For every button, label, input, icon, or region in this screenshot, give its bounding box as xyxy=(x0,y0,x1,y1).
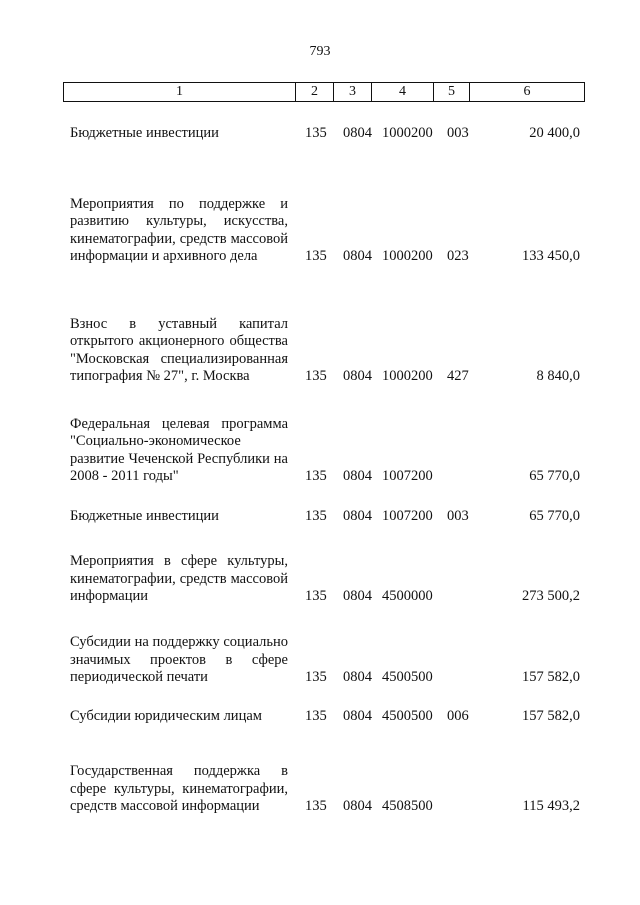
header-col-4: 4 xyxy=(372,83,434,101)
row-target-article: 1000200 xyxy=(382,248,433,265)
row-target-article: 1000200 xyxy=(382,125,433,142)
row-section-code: 0804 xyxy=(343,508,372,525)
header-col-1: 1 xyxy=(64,83,296,101)
row-target-article: 4500500 xyxy=(382,708,433,725)
row-expense-type: 003 xyxy=(447,125,469,142)
row-admin-code: 135 xyxy=(305,669,327,686)
page-number: 793 xyxy=(309,44,331,59)
row-description: Мероприятия по поддержке и развитию культуры, искусства, кинематографии, средств массовой информации и архивного дела xyxy=(70,195,288,265)
row-target-article: 1007200 xyxy=(382,508,433,525)
table-row xyxy=(0,508,640,526)
row-section-code: 0804 xyxy=(343,368,372,385)
table-header xyxy=(63,82,585,102)
table-row xyxy=(0,553,640,606)
table-row xyxy=(0,126,640,143)
row-section-code: 0804 xyxy=(343,588,372,605)
row-section-code: 0804 xyxy=(343,125,372,142)
row-amount: 8 840,0 xyxy=(536,368,580,385)
row-description: Мероприятия в сфере культуры, кинематографии, средств массовой информации xyxy=(70,553,288,605)
row-amount: 157 582,0 xyxy=(522,669,580,686)
table-row xyxy=(0,708,640,726)
header-col-3: 3 xyxy=(334,83,372,101)
row-admin-code: 135 xyxy=(305,708,327,725)
row-admin-code: 135 xyxy=(305,798,327,815)
row-section-code: 0804 xyxy=(343,708,372,725)
row-amount: 65 770,0 xyxy=(529,468,580,485)
row-description: Субсидии на поддержку социально значимых проектов в сфере периодической печати xyxy=(70,634,288,686)
table-row xyxy=(0,300,640,386)
row-admin-code: 135 xyxy=(305,468,327,485)
row-description: Взнос в уставный капитал открытого акционерного общества "Московская специализированная типография № 27", г. Москва xyxy=(70,315,288,385)
table-row xyxy=(0,634,640,687)
table-row xyxy=(0,417,640,486)
row-target-article: 4500500 xyxy=(382,669,433,686)
row-section-code: 0804 xyxy=(343,468,372,485)
row-amount: 115 493,2 xyxy=(522,798,580,815)
row-amount: 65 770,0 xyxy=(529,508,580,525)
row-description: Субсидии юридическим лицам xyxy=(70,708,262,725)
row-expense-type: 006 xyxy=(447,708,469,725)
row-amount: 20 400,0 xyxy=(529,125,580,142)
row-target-article: 4500000 xyxy=(382,588,433,605)
table-row xyxy=(0,178,640,266)
row-admin-code: 135 xyxy=(305,248,327,265)
row-section-code: 0804 xyxy=(343,798,372,815)
row-admin-code: 135 xyxy=(305,368,327,385)
row-description: Бюджетные инвестиции xyxy=(70,125,219,142)
row-admin-code: 135 xyxy=(305,508,327,525)
row-description: Бюджетные инвестиции xyxy=(70,508,219,525)
row-expense-type: 003 xyxy=(447,508,469,525)
row-expense-type: 427 xyxy=(447,368,469,385)
row-amount: 133 450,0 xyxy=(522,248,580,265)
row-description: Государственная поддержка в сфере культуры, кинематографии, средств массовой информации xyxy=(70,763,288,815)
row-admin-code: 135 xyxy=(305,588,327,605)
row-amount: 273 500,2 xyxy=(522,588,580,605)
header-col-2: 2 xyxy=(296,83,334,101)
row-admin-code: 135 xyxy=(305,125,327,142)
row-target-article: 1007200 xyxy=(382,468,433,485)
row-expense-type: 023 xyxy=(447,248,469,265)
row-section-code: 0804 xyxy=(343,248,372,265)
row-target-article: 4508500 xyxy=(382,798,433,815)
row-section-code: 0804 xyxy=(343,669,372,686)
row-description: Федеральная целевая программа "Социально-экономическое развитие Чеченской Республики на 2008 - 2011 годы" xyxy=(70,415,288,485)
header-col-6: 6 xyxy=(523,84,531,99)
row-target-article: 1000200 xyxy=(382,368,433,385)
header-col-5: 5 xyxy=(434,83,470,101)
row-amount: 157 582,0 xyxy=(522,708,580,725)
table-row xyxy=(0,746,640,816)
